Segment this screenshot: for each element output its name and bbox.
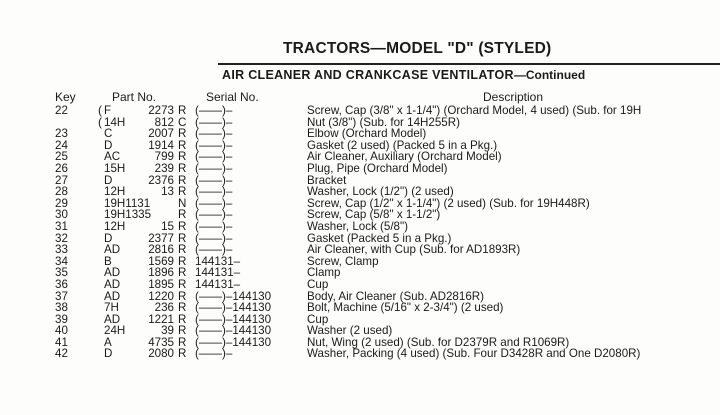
table-row (0, 302, 720, 314)
description-cell: Gasket (Packed 5 in a Pkg.) (307, 231, 452, 245)
part-prefix-cell: 15H (104, 161, 126, 175)
table-row (0, 163, 720, 175)
serial-cell: (——)– (195, 196, 233, 210)
key-cell: 27 (55, 173, 68, 187)
part-number-cell: 239 (154, 161, 174, 175)
part-prefix-cell: B (104, 254, 112, 268)
part-number-cell: 1220 (148, 289, 174, 303)
description-cell: Washer, Lock (1/2") (2 used) (307, 185, 454, 199)
column-header-key: Key (55, 90, 76, 104)
table-row (0, 279, 720, 291)
part-suffix-cell: R (178, 266, 187, 280)
key-cell: 30 (55, 208, 68, 222)
table-row (0, 244, 720, 256)
serial-cell: 144131– (195, 266, 241, 280)
part-number-cell: 2376 (148, 173, 174, 187)
description-cell: Screw, Cap (3/8" x 1-1/4") (Orchard Model, 4 used) (Sub. for 19H (307, 104, 642, 117)
part-prefix-cell: 24H (104, 324, 126, 338)
part-number-cell: 4735 (148, 335, 174, 349)
serial-cell: (——)– (195, 208, 233, 222)
serial-cell: (——)– (195, 219, 233, 233)
part-number-cell: 1896 (148, 266, 174, 280)
part-prefix-cell: 12H (104, 185, 126, 199)
part-suffix-cell: R (178, 173, 187, 187)
description-cell: Washer (2 used) (307, 324, 393, 338)
part-prefix-cell: AC (104, 150, 121, 164)
part-suffix-cell: R (178, 219, 187, 233)
description-cell: Nut, Wing (2 used) (Sub. for D2379R and R1069R) (307, 335, 570, 349)
key-cell: 22 (55, 104, 68, 117)
serial-cell: (——)– (195, 104, 233, 117)
description-cell: Bolt, Machine (5/16" x 2-3/4") (2 used) (307, 301, 504, 315)
part-number-cell: 2080 (148, 347, 174, 361)
key-cell: 23 (55, 127, 68, 141)
brace-cell: ( (98, 103, 102, 117)
part-suffix-cell: R (178, 127, 187, 141)
key-cell: 40 (55, 324, 68, 338)
part-prefix-cell: 19H1131 (104, 196, 151, 210)
title-rule (218, 63, 720, 65)
key-cell: 37 (55, 289, 68, 303)
table-row (0, 348, 720, 360)
part-prefix-cell: AD (104, 243, 121, 257)
part-number-cell: 39 (161, 324, 174, 338)
part-number-cell: 1895 (148, 277, 174, 291)
serial-cell: (——)– (195, 347, 233, 361)
part-suffix-cell: R (178, 312, 187, 326)
column-header-serial-no: Serial No. (206, 90, 259, 104)
description-cell: Bracket (307, 173, 347, 187)
page-title: TRACTORS—MODEL "D" (STYLED) (283, 40, 552, 57)
part-prefix-cell: 7H (104, 301, 119, 315)
key-cell: 36 (55, 277, 68, 291)
part-number-cell: 1914 (148, 138, 174, 152)
key-cell: 39 (55, 312, 68, 326)
table-row (0, 186, 720, 198)
part-number-cell: 1221 (148, 312, 174, 326)
key-cell: 24 (55, 138, 68, 152)
part-suffix-cell: R (178, 185, 187, 199)
part-suffix-cell: R (178, 138, 187, 152)
serial-cell: (——)– (195, 231, 233, 245)
key-cell: 42 (55, 347, 68, 361)
part-suffix-cell: R (178, 301, 187, 315)
part-prefix-cell: 12H (104, 219, 126, 233)
serial-cell: (——)– (195, 138, 233, 152)
serial-cell: (——)– (195, 185, 233, 199)
description-cell: Cup (307, 277, 329, 291)
serial-cell: (——)–144130 (195, 289, 272, 303)
description-cell: Clamp (307, 266, 341, 280)
part-number-cell: 15 (161, 219, 174, 233)
part-suffix-cell: N (178, 196, 187, 210)
part-suffix-cell: R (178, 231, 187, 245)
description-cell: Nut (3/8") (Sub. for 14H255R) (307, 115, 460, 129)
description-cell: Elbow (Orchard Model) (307, 127, 427, 141)
part-suffix-cell: R (178, 277, 187, 291)
serial-cell: 144131– (195, 277, 241, 291)
serial-cell: (——)–144130 (195, 324, 272, 338)
part-prefix-cell: AD (104, 289, 121, 303)
part-prefix-cell: D (104, 138, 113, 152)
part-prefix-cell: 14H (104, 115, 126, 129)
description-cell: Cup (307, 312, 329, 326)
key-cell: 26 (55, 161, 68, 175)
section-subtitle (222, 68, 585, 82)
key-cell: 29 (55, 196, 68, 210)
key-cell: 33 (55, 243, 68, 257)
part-suffix-cell: R (178, 104, 187, 117)
part-prefix-cell: AD (104, 312, 121, 326)
description-cell: Body, Air Cleaner (Sub. AD2816R) (307, 289, 485, 303)
part-number-cell: 1569 (148, 254, 174, 268)
serial-cell: (——)–144130 (195, 301, 272, 315)
parts-table (0, 105, 720, 360)
key-cell: 25 (55, 150, 68, 164)
description-cell: Gasket (2 used) (Packed 5 in a Pkg.) (307, 138, 498, 152)
part-suffix-cell: R (178, 254, 187, 268)
part-suffix-cell: R (178, 243, 187, 257)
part-suffix-cell: R (178, 208, 187, 222)
part-prefix-cell: D (104, 173, 113, 187)
description-cell: Screw, Cap (1/2" x 1-1/4") (2 used) (Sub. for 19H448R) (307, 196, 590, 210)
part-suffix-cell: R (178, 161, 187, 175)
part-number-cell: 236 (154, 301, 174, 315)
part-prefix-cell: AD (104, 266, 121, 280)
part-prefix-cell: D (104, 347, 113, 361)
part-suffix-cell: R (178, 324, 187, 338)
key-cell: 35 (55, 266, 68, 280)
brace-cell: ( (98, 114, 102, 129)
serial-cell: (——)–144130 (195, 335, 272, 349)
section-subtitle-text: AIR CLEANER AND CRANKCASE VENTILATOR (222, 68, 514, 82)
description-cell: Screw, Cap (5/8" x 1-1/2") (307, 208, 441, 222)
serial-cell: 144131– (195, 254, 241, 268)
part-number-cell: 799 (154, 150, 174, 164)
part-prefix-cell: C (104, 127, 113, 141)
key-cell: 41 (55, 335, 68, 349)
part-prefix-cell: F (104, 104, 112, 117)
part-number-cell: 2007 (148, 127, 174, 141)
part-number-cell: 2377 (148, 231, 174, 245)
part-suffix-cell: R (178, 150, 187, 164)
part-suffix-cell: R (178, 347, 187, 361)
part-prefix-cell: D (104, 231, 113, 245)
part-number-cell: 2816 (148, 243, 174, 257)
description-cell: Air Cleaner, Auxiliary (Orchard Model) (307, 150, 502, 164)
part-number-cell: 2273 (148, 104, 174, 117)
key-cell: 28 (55, 185, 68, 199)
column-header-part-no: Part No. (112, 90, 157, 104)
key-cell: 31 (55, 219, 68, 233)
part-suffix-cell: R (178, 335, 187, 349)
description-cell: Washer, Lock (5/8") (307, 219, 408, 233)
key-cell: 32 (55, 231, 68, 245)
column-header-description: Description (483, 90, 544, 104)
section-subtitle-continued: —Continued (513, 68, 586, 82)
description-cell: Washer, Packing (4 used) (Sub. Four D3428R and One D2080R) (307, 347, 641, 361)
serial-cell: (——)–144130 (195, 312, 272, 326)
part-prefix-cell: 19H1335 (104, 208, 152, 222)
description-cell: Air Cleaner, with Cup (Sub. for AD1893R) (307, 243, 521, 257)
serial-cell: (——)– (195, 127, 233, 141)
part-suffix-cell: R (178, 289, 187, 303)
serial-cell: (——)– (195, 161, 233, 175)
key-cell: 38 (55, 301, 68, 315)
part-number-cell: 812 (154, 115, 174, 129)
part-prefix-cell: AD (104, 277, 121, 291)
part-prefix-cell: A (104, 335, 112, 349)
serial-cell: (——)– (195, 150, 233, 164)
part-suffix-cell: C (178, 115, 187, 129)
table-row (0, 221, 720, 233)
serial-cell: (——)– (195, 173, 233, 187)
table-row (0, 105, 720, 117)
serial-cell: (——)– (195, 243, 233, 257)
serial-cell: (——)– (195, 115, 233, 129)
part-number-cell: 13 (161, 185, 174, 199)
key-cell: 34 (55, 254, 68, 268)
description-cell: Screw, Clamp (307, 254, 379, 268)
description-cell: Plug, Pipe (Orchard Model) (307, 161, 448, 175)
